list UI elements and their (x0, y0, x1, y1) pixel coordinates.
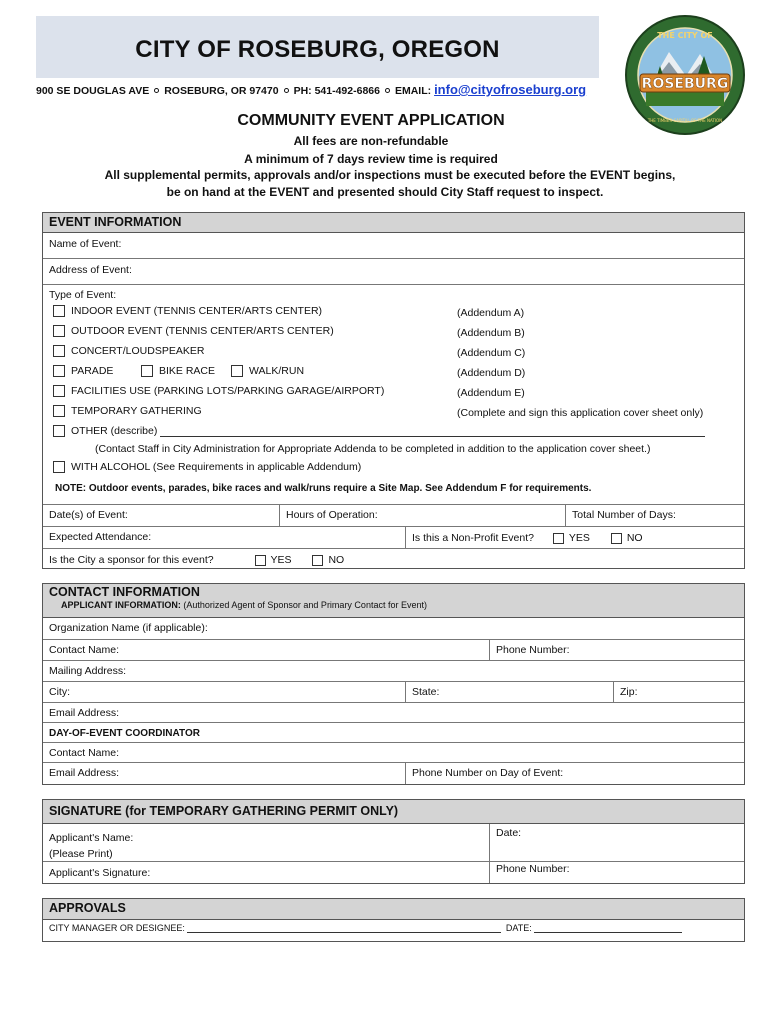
checkbox[interactable] (53, 425, 65, 437)
type-other[interactable] (53, 425, 705, 437)
type-other-label: OTHER (describe) (71, 425, 158, 437)
type-facilities-label: FACILITIES USE (PARKING LOTS/PARKING GARAGE/AIRPORT) (71, 385, 385, 397)
applicant-bold: APPLICANT INFORMATION: (61, 600, 181, 610)
coord-contact-label: Contact Name: (49, 747, 120, 759)
checkbox[interactable] (53, 385, 65, 397)
sponsor-yes[interactable] (255, 554, 292, 566)
type-walk-run-label: WALK/RUN (249, 365, 305, 377)
seal-top-text: THE CITY OF (657, 31, 713, 40)
event-address-label: Address of Event: (49, 264, 132, 276)
checkbox[interactable] (255, 555, 266, 566)
checkbox[interactable] (53, 365, 65, 377)
days-cell[interactable] (565, 505, 746, 526)
with-alcohol[interactable] (53, 461, 361, 473)
attendance-label: Expected Attendance: (49, 531, 152, 543)
checkbox[interactable] (312, 555, 323, 566)
org-row[interactable] (43, 618, 744, 640)
sponsor-no[interactable] (312, 554, 344, 566)
hours-cell[interactable] (279, 505, 565, 526)
section-title: EVENT INFORMATION (43, 213, 744, 233)
approval-line (43, 920, 744, 936)
signature-row (43, 862, 744, 883)
city-cell[interactable] (43, 682, 405, 702)
section-title: SIGNATURE (for TEMPORARY GATHERING PERMIT ONLY) (43, 800, 744, 824)
manager-signature-line[interactable] (187, 932, 501, 933)
type-outdoor[interactable] (53, 325, 334, 337)
date-cell[interactable] (489, 824, 746, 861)
type-parade-label: PARADE (71, 365, 114, 377)
checkbox[interactable] (553, 533, 564, 544)
applicant-name-label: Applicant's Name: (49, 832, 134, 844)
phone-label: Phone Number: (496, 644, 570, 656)
bullet-icon (154, 88, 159, 93)
street-address: 900 SE DOUGLAS AVE (36, 85, 150, 97)
other-describe-line[interactable] (160, 436, 705, 437)
dates-cell[interactable] (43, 505, 279, 526)
type-indoor-label: INDOOR EVENT (TENNIS CENTER/ARTS CENTER) (71, 305, 323, 317)
type-concert-label: CONCERT/LOUDSPEAKER (71, 345, 205, 357)
event-address-row[interactable] (43, 259, 744, 285)
event-name-row[interactable] (43, 233, 744, 259)
attendance-row (43, 527, 744, 549)
sig-phone-cell[interactable] (489, 862, 746, 883)
checkbox[interactable] (53, 405, 65, 417)
addendum-a: (Addendum A) (457, 307, 525, 319)
contact-row (43, 640, 744, 661)
title-banner (36, 16, 599, 78)
mailing-label: Mailing Address: (49, 665, 127, 677)
checkbox[interactable] (231, 365, 243, 377)
coordinator-heading-row (43, 723, 744, 743)
state-cell[interactable] (405, 682, 613, 702)
email-label: EMAIL: (394, 85, 432, 97)
approval-date-line[interactable] (534, 932, 682, 933)
event-type-label: Type of Event: (49, 289, 117, 301)
form-heading: COMMUNITY EVENT APPLICATION (237, 112, 505, 129)
section-title: APPROVALS (43, 899, 744, 920)
type-parade[interactable] (53, 365, 113, 377)
event-type-row (43, 285, 744, 505)
type-concert[interactable] (53, 345, 204, 357)
checkbox[interactable] (53, 325, 65, 337)
zip-cell[interactable] (613, 682, 746, 702)
mailing-row[interactable] (43, 661, 744, 682)
addendum-e: (Addendum E) (457, 387, 525, 399)
nonprofit-cell (405, 527, 746, 548)
sponsor-label: Is the City a sponsor for this event? (49, 554, 214, 566)
city-state-zip: ROSEBURG, OR 97470 (164, 85, 279, 97)
type-facilities[interactable] (53, 385, 384, 397)
contact-name-label: Contact Name: (49, 644, 120, 656)
coord-contact-row[interactable] (43, 743, 744, 763)
sponsor-row (43, 549, 744, 571)
other-note: (Contact Staff in City Administration for Appropriate Addenda to be completed in addition to the application cover sheet.) (95, 443, 651, 455)
seal-name: ROSEBURG (641, 76, 729, 92)
checkbox[interactable] (53, 345, 65, 357)
type-temporary-gathering[interactable] (53, 405, 202, 417)
nonprofit-label: Is this a Non-Profit Event? (412, 532, 534, 544)
org-label: Organization Name (if applicable): (49, 622, 208, 634)
nonprofit-yes[interactable] (553, 532, 590, 544)
applicant-name-row (43, 824, 744, 862)
city-title: CITY OF ROSEBURG, OREGON (135, 36, 500, 63)
type-bike-race[interactable] (141, 365, 215, 377)
approval-date-label: DATE: (505, 923, 532, 933)
coordinator-heading: DAY-OF-EVENT COORDINATOR (49, 728, 200, 739)
applicant-rest: (Authorized Agent of Sponsor and Primary Contact for Event) (183, 600, 427, 610)
addendum-c: (Addendum C) (457, 347, 526, 359)
attendance-cell[interactable] (43, 527, 405, 548)
contact-section-header (43, 584, 744, 618)
bullet-icon (385, 88, 390, 93)
phone-cell[interactable] (489, 640, 746, 660)
event-name-label: Name of Event: (49, 238, 122, 250)
no-label: NO (328, 554, 345, 566)
contact-name-cell[interactable] (43, 640, 489, 660)
dates-row (43, 505, 744, 527)
yes-label: YES (568, 532, 590, 544)
intro-line-1: All fees are non-refundable (293, 134, 449, 148)
signature-label: Applicant's Signature: (49, 867, 151, 879)
applicant-subheading (61, 600, 738, 610)
contact-information-section (42, 583, 745, 785)
state-label: State: (412, 686, 440, 698)
checkbox[interactable] (53, 461, 65, 473)
dates-label: Date(s) of Event: (49, 509, 128, 521)
coord-email-row (43, 763, 744, 784)
event-information-section (42, 212, 745, 569)
type-walk-run[interactable] (231, 365, 304, 377)
yes-label: YES (270, 554, 292, 566)
checkbox[interactable] (53, 305, 65, 317)
hours-label: Hours of Operation: (286, 509, 378, 521)
addendum-b: (Addendum B) (457, 327, 525, 339)
signature-section (42, 799, 745, 884)
bullet-icon (284, 88, 289, 93)
intro-line-3: All supplemental permits, approvals and/or inspections must be executed before the EVENT begins, (104, 168, 676, 182)
phone-text: PH: 541-492-6866 (293, 85, 380, 97)
email-link[interactable]: info@cityofroseburg.org (434, 82, 587, 97)
days-label: Total Number of Days: (572, 509, 676, 521)
addendum-cover-sheet: (Complete and sign this application cover sheet only) (457, 407, 704, 419)
coord-phone-label: Phone Number on Day of Event: (412, 767, 564, 779)
checkbox[interactable] (611, 533, 622, 544)
date-label: Date: (496, 827, 522, 839)
no-label: NO (626, 532, 643, 544)
addendum-d: (Addendum D) (457, 367, 526, 379)
section-title: CONTACT INFORMATION (49, 585, 200, 599)
with-alcohol-label: WITH ALCOHOL (See Requirements in applicable Addendum) (71, 461, 362, 473)
type-bike-race-label: BIKE RACE (159, 365, 216, 377)
address-line (36, 82, 616, 97)
type-outdoor-label: OUTDOOR EVENT (TENNIS CENTER/ARTS CENTER) (71, 325, 334, 337)
seal-bottom-text: THE TIMBER CAPITAL OF THE NATION (647, 118, 723, 123)
type-indoor[interactable] (53, 305, 322, 317)
city-row (43, 682, 744, 703)
email-row[interactable] (43, 703, 744, 723)
intro-line-2: A minimum of 7 days review time is required (244, 152, 498, 166)
applicant-name-cell[interactable] (43, 824, 489, 861)
intro-line-4: be on hand at the EVENT and presented should City Staff request to inspect. (166, 185, 604, 199)
signature-cell[interactable] (43, 862, 489, 883)
city-label: City: (49, 686, 70, 698)
nonprofit-no[interactable] (611, 532, 643, 544)
approvals-section (42, 898, 745, 942)
email-address-label: Email Address: (49, 707, 120, 719)
coord-phone-cell[interactable] (405, 763, 746, 784)
checkbox[interactable] (141, 365, 153, 377)
type-temporary-label: TEMPORARY GATHERING (71, 405, 202, 417)
please-print-label: (Please Print) (49, 848, 113, 860)
manager-label: CITY MANAGER OR DESIGNEE: (49, 923, 185, 933)
site-map-note: NOTE: Outdoor events, parades, bike races and walk/runs require a Site Map. See Addendum F for requirements. (55, 483, 592, 494)
coord-email-cell[interactable] (43, 763, 405, 784)
sig-phone-label: Phone Number: (496, 863, 570, 875)
coord-email-label: Email Address: (49, 767, 120, 779)
zip-label: Zip: (620, 686, 638, 698)
